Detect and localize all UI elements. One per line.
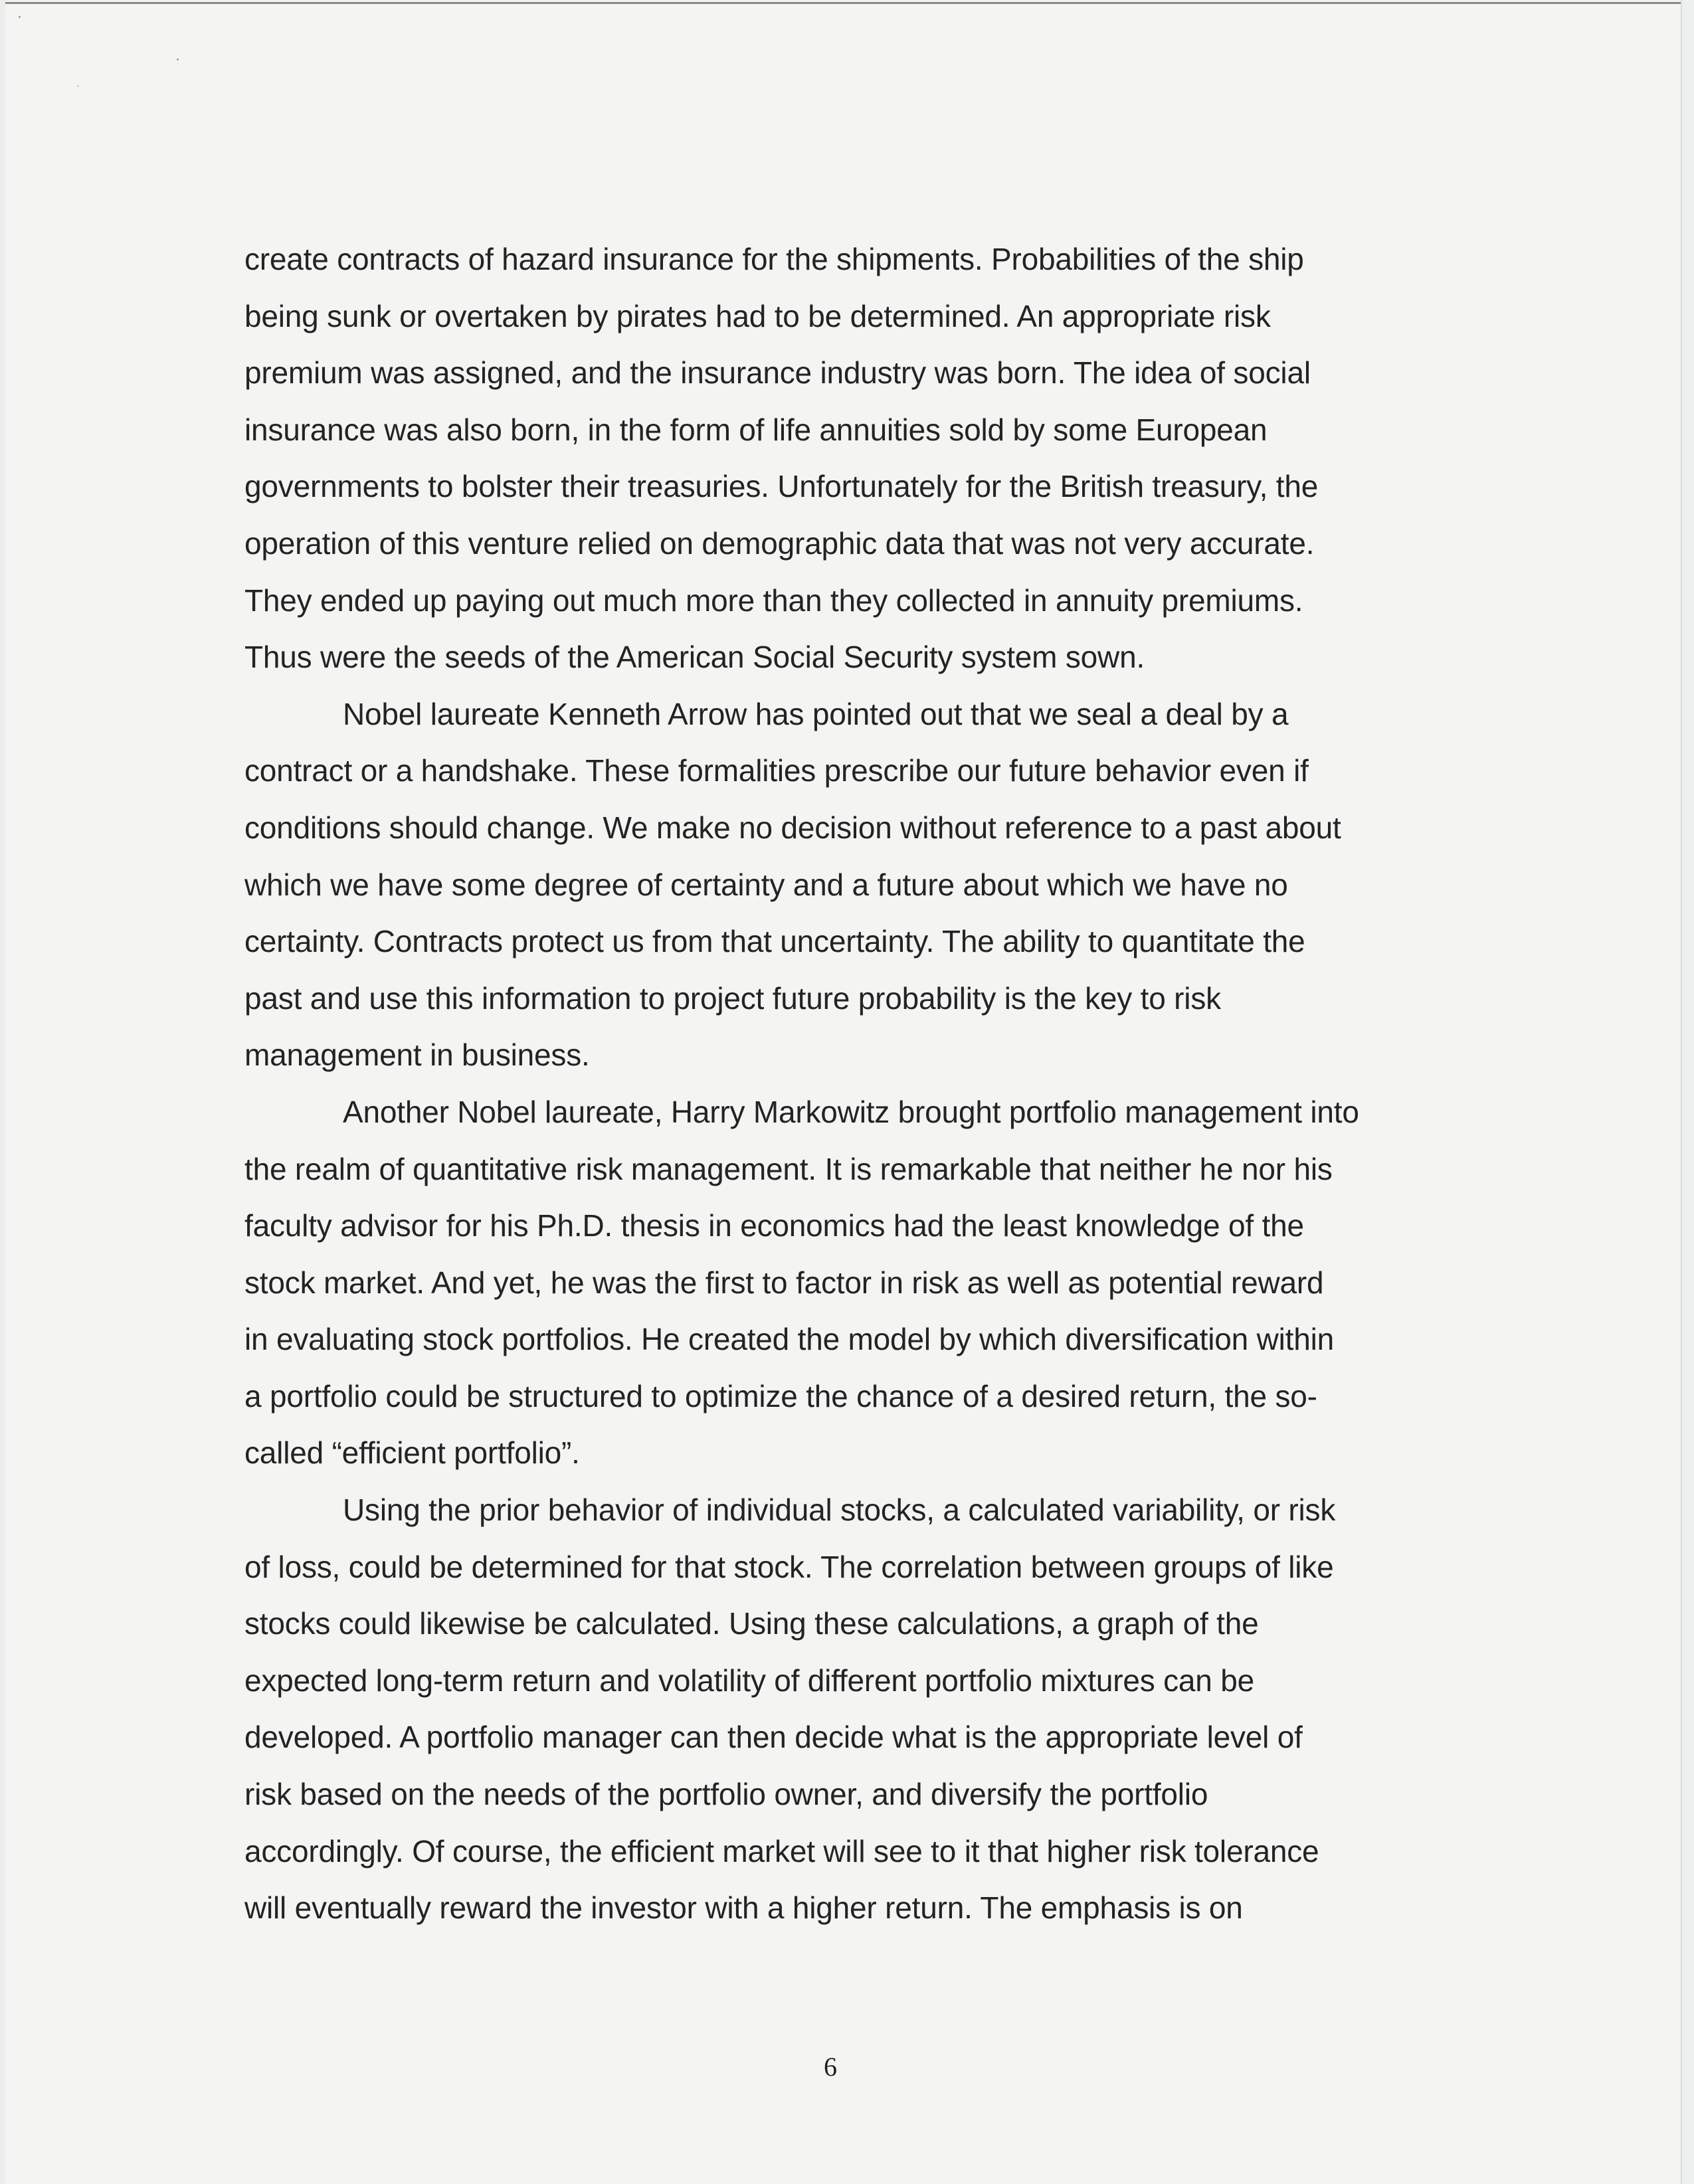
text-line: governments to bolster their treasuries. Unfortunately for the British treasury, the: [244, 469, 1319, 504]
scan-right-edge: [1681, 0, 1694, 2184]
text-line: management in business.: [244, 1038, 590, 1073]
text-line: conditions should change. We make no decision without reference to a past about: [244, 810, 1341, 845]
paragraph: [244, 231, 1467, 686]
text-line: insurance was also born, in the form of life annuities sold by some European: [244, 412, 1268, 447]
text-line: They ended up paying out much more than they collected in annuity premiums.: [244, 583, 1303, 618]
text-line: past and use this information to project future probability is the key to risk: [244, 980, 1221, 1016]
paragraph: [244, 1482, 1467, 1937]
text-line: will eventually reward the investor with a higher return. The emphasis is on: [244, 1890, 1243, 1926]
text-line: create contracts of hazard insurance for the shipments. Probabilities of the ship: [244, 242, 1304, 276]
text-line: of loss, could be determined for that stock. The correlation between groups of like: [244, 1549, 1334, 1584]
scan-speck: [77, 85, 79, 87]
scan-speck: [19, 16, 21, 18]
scan-left-edge: [0, 0, 5, 2184]
text-line: in evaluating stock portfolios. He created the model by which diversification within: [244, 1322, 1335, 1357]
text-line: Using the prior behavior of individual stocks, a calculated variability, or risk: [343, 1493, 1336, 1528]
text-line: a portfolio could be structured to optimize the chance of a desired return, the so-: [244, 1378, 1317, 1413]
text-line: developed. A portfolio manager can then decide what is the appropriate level of: [244, 1720, 1303, 1755]
scan-speck: [177, 58, 179, 60]
text-line: stock market. And yet, he was the first to factor in risk as well as potential reward: [244, 1265, 1324, 1300]
page-number: 6: [824, 2052, 837, 2082]
text-line: Another Nobel laureate, Harry Markowitz brought portfolio management into: [343, 1094, 1359, 1129]
text-line: Thus were the seeds of the American Social Security system sown.: [244, 640, 1145, 675]
paragraph: [244, 1084, 1467, 1482]
paragraph: [244, 686, 1467, 1084]
text-line: contract or a handshake. These formalities prescribe our future behavior even if: [244, 753, 1309, 788]
body-text: [244, 231, 1467, 1937]
text-line: the realm of quantitative risk management. It is remarkable that neither he nor his: [244, 1151, 1333, 1186]
text-line: premium was assigned, and the insurance industry was born. The idea of social: [244, 355, 1311, 391]
text-line: accordingly. Of course, the efficient market will see to it that higher risk tolerance: [244, 1833, 1319, 1868]
text-line: expected long-term return and volatility of different portfolio mixtures can be: [244, 1663, 1255, 1698]
text-line: risk based on the needs of the portfolio owner, and diversify the portfolio: [244, 1777, 1208, 1812]
text-line: certainty. Contracts protect us from that uncertainty. The ability to quantitate the: [244, 924, 1305, 959]
text-line: called “efficient portfolio”.: [244, 1435, 580, 1471]
text-line: Nobel laureate Kenneth Arrow has pointed out that we seal a deal by a: [343, 696, 1289, 731]
text-line: stocks could likewise be calculated. Using these calculations, a graph of the: [244, 1606, 1259, 1641]
text-line: which we have some degree of certainty and a future about which we have no: [244, 867, 1288, 902]
text-line: being sunk or overtaken by pirates had to be determined. An appropriate risk: [244, 298, 1271, 333]
text-line: operation of this venture relied on demographic data that was not very accurate.: [244, 525, 1315, 561]
text-line: faculty advisor for his Ph.D. thesis in economics had the least knowledge of the: [244, 1208, 1304, 1243]
